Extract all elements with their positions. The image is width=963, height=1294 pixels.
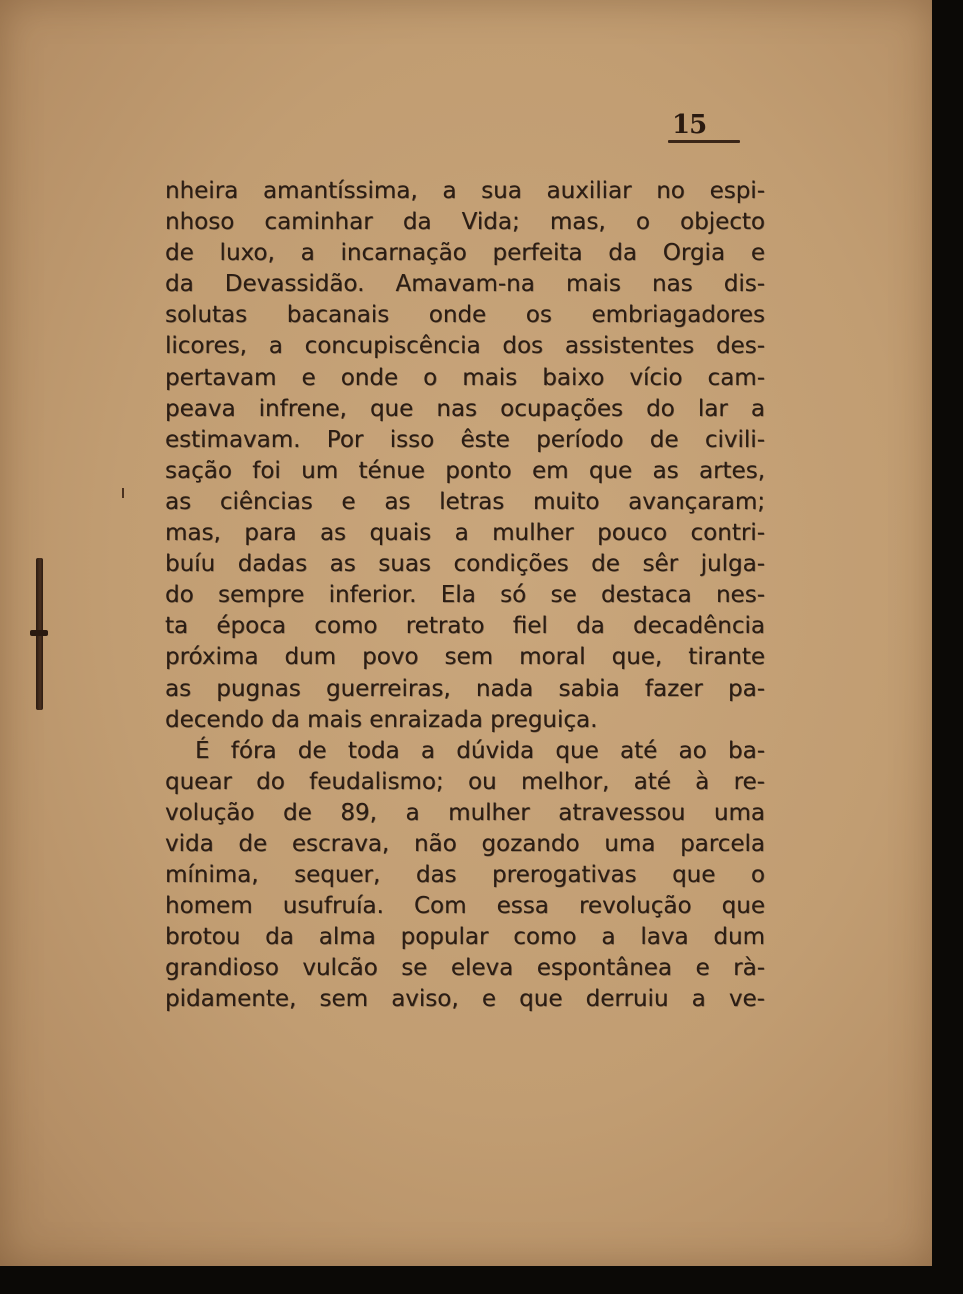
page-number: 15	[672, 110, 707, 140]
text-line: estimavam. Por isso êste período de civili-	[165, 426, 765, 453]
text-line: da Devassidão. Amavam-na mais nas dis-	[165, 271, 765, 298]
text-line: nheira amantíssima, a sua auxiliar no espi-	[165, 178, 765, 204]
text-line: do sempre inferior. Ela só se destaca nes-	[165, 582, 765, 609]
text-line: ta época como retrato fiel da decadência	[165, 613, 765, 640]
text-line: de luxo, a incarnação perfeita da Orgia e	[165, 240, 765, 267]
text-line: nhoso caminhar da Vida; mas, o objecto	[165, 209, 765, 236]
text-line: pertavam e onde o mais baixo vício cam-	[165, 364, 765, 391]
text-line: mínima, sequer, das prerogativas que o	[165, 862, 765, 889]
text-line: volução de 89, a mulher atravessou uma	[165, 799, 765, 826]
text-line: peava infrene, que nas ocupações do lar a	[165, 395, 765, 422]
text-line: brotou da alma popular como a lava dum	[165, 924, 765, 951]
text-line: sação foi um ténue ponto em que as artes,	[165, 457, 765, 484]
body-text	[165, 176, 765, 1016]
text-line: solutas bacanais onde os embriagadores	[165, 302, 765, 329]
text-line: mas, para as quais a mulher pouco contri-	[165, 520, 765, 547]
text-line: buíu dadas as suas condições de sêr julga-	[165, 551, 765, 578]
text-line: grandioso vulcão se eleva espontânea e rà-	[165, 955, 765, 982]
header-rule	[668, 140, 740, 143]
text-line: licores, a concupiscência dos assistentes des-	[165, 333, 765, 360]
text-line: pidamente, sem aviso, e que derruiu a ve-	[165, 986, 765, 1013]
text-line: homem usufruía. Com essa revolução que	[165, 893, 765, 920]
margin-mark	[122, 488, 124, 498]
text-line: as pugnas guerreiras, nada sabia fazer pa-	[165, 675, 765, 702]
binding-notch	[30, 630, 48, 636]
text-line: vida de escrava, não gozando uma parcela	[165, 830, 765, 857]
text-line: decendo da mais enraizada preguiça.	[165, 706, 598, 733]
text-line: as ciências e as letras muito avançaram;	[165, 488, 765, 515]
text-line: quear do feudalismo; ou melhor, até à re-	[165, 768, 765, 795]
text-line: próxima dum povo sem moral que, tirante	[165, 644, 765, 671]
text-line: É fóra de toda a dúvida que até ao ba-	[195, 737, 765, 764]
